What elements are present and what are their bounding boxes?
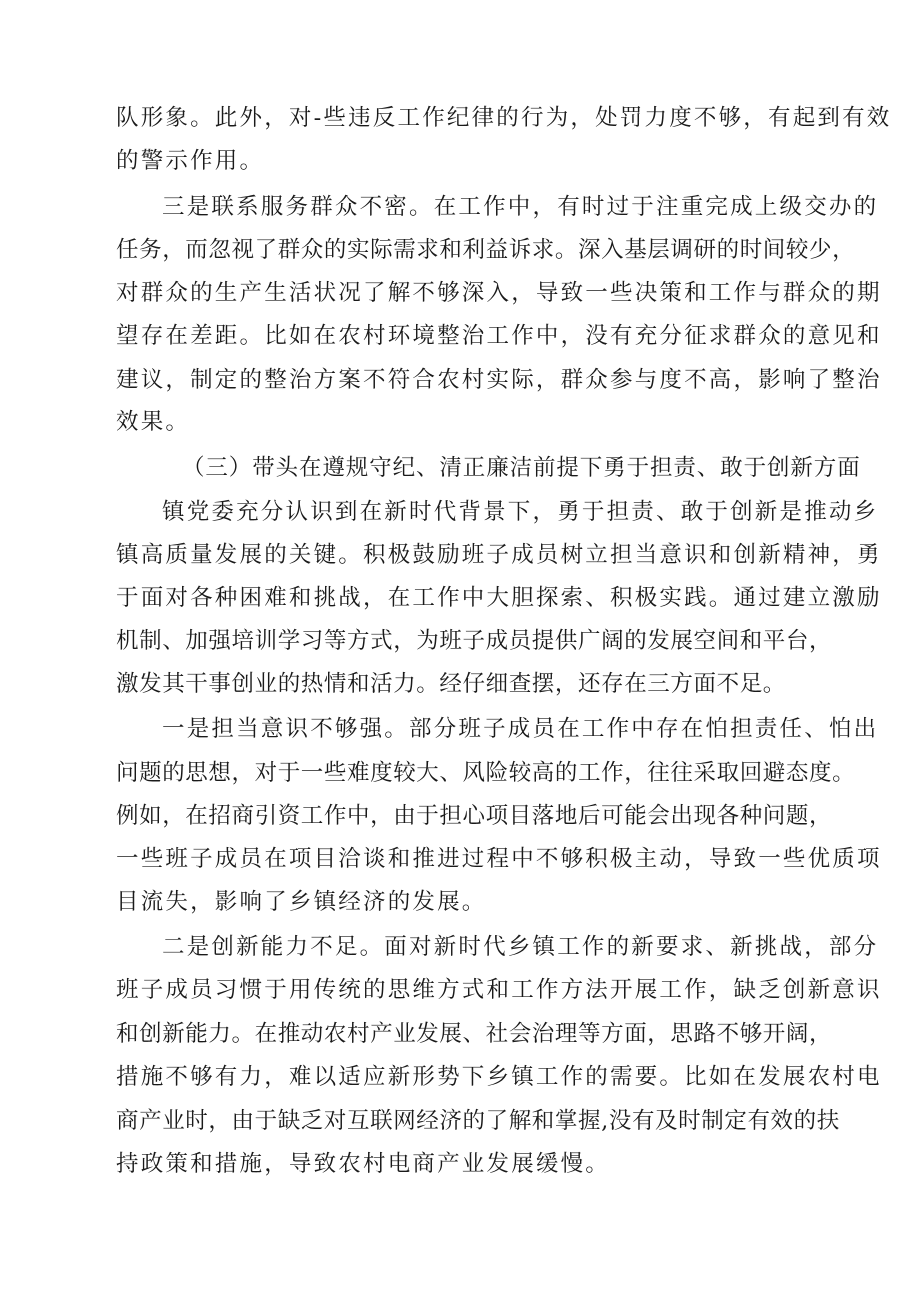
text-line: 建议，制定的整治方案不符合农村实际，群众参与度不高，影响了整治 xyxy=(116,367,882,393)
text-line: 例如，在招商引资工作中，由于担心项目落地后可能会出现各种问题， xyxy=(116,803,833,829)
text-line: 目流失，影响了乡镇经济的发展。 xyxy=(116,889,487,915)
section-heading: （三）带头在遵规守纪、清正廉洁前提下勇于担责、敢于创新方面 xyxy=(182,455,861,481)
text-line: 措施不够有力，难以适应新形势下乡镇工作的需要。比如在发展农村电 xyxy=(116,1064,882,1090)
text-line: 于面对各种困难和挑战，在工作中大胆探索、积极实践。通过建立激励 xyxy=(116,585,882,611)
paragraph-start-line: 二是创新能力不足。面对新时代乡镇工作的新要求、新挑战，部分 xyxy=(162,934,879,960)
text-line: 望存在差距。比如在农村环境整治工作中，没有充分征求群众的意见和 xyxy=(116,323,882,349)
text-line: 效果。 xyxy=(116,409,191,435)
text-line: 一些班子成员在项目洽谈和推进过程中不够积极主动，导致一些优质项 xyxy=(116,846,882,872)
text-line: 镇高质量发展的关键。积极鼓励班子成员树立担当意识和创新精神，勇 xyxy=(116,542,882,568)
text-line: 的警示作用。 xyxy=(116,148,265,174)
text-line: 问题的思想，对于一些难度较大、风险较高的工作，往往采取回避态度。 xyxy=(116,760,856,786)
text-line: 和创新能力。在推动农村产业发展、社会治理等方面，思路不够开阔， xyxy=(116,1021,833,1047)
text-line: 队形象。此外，对-些违反工作纪律的行为，处罚力度不够，有起到有效 xyxy=(116,105,892,131)
text-line: 对群众的生产生活状况了解不够深入，导致一些决策和工作与群众的期 xyxy=(116,280,882,306)
text-line: 商产业时，由于缺乏对互联网经济的了解和掌握,没有及时制定有效的扶 xyxy=(116,1108,840,1134)
text-line: 机制、加强培训学习等方式，为班子成员提供广阔的发展空间和平台， xyxy=(116,628,833,654)
paragraph-start-line: 镇党委充分认识到在新时代背景下，勇于担责、敢于创新是推动乡 xyxy=(162,499,879,525)
paragraph-start-line: 三是联系服务群众不密。在工作中，有时过于注重完成上级交办的 xyxy=(162,194,879,220)
text-line: 激发其干事创业的热情和活力。经仔细查摆，还存在三方面不足。 xyxy=(116,671,786,697)
text-line: 任务，而忽视了群众的实际需求和利益诉求。深入基层调研的时间较少， xyxy=(116,237,856,263)
text-line: 班子成员习惯于用传统的思维方式和工作方法开展工作，缺乏创新意识 xyxy=(116,977,882,1003)
paragraph-start-line: 一是担当意识不够强。部分班子成员在工作中存在怕担责任、怕出 xyxy=(162,716,879,742)
text-line: 持政策和措施，导致农村电商产业发展缓慢。 xyxy=(116,1151,611,1177)
